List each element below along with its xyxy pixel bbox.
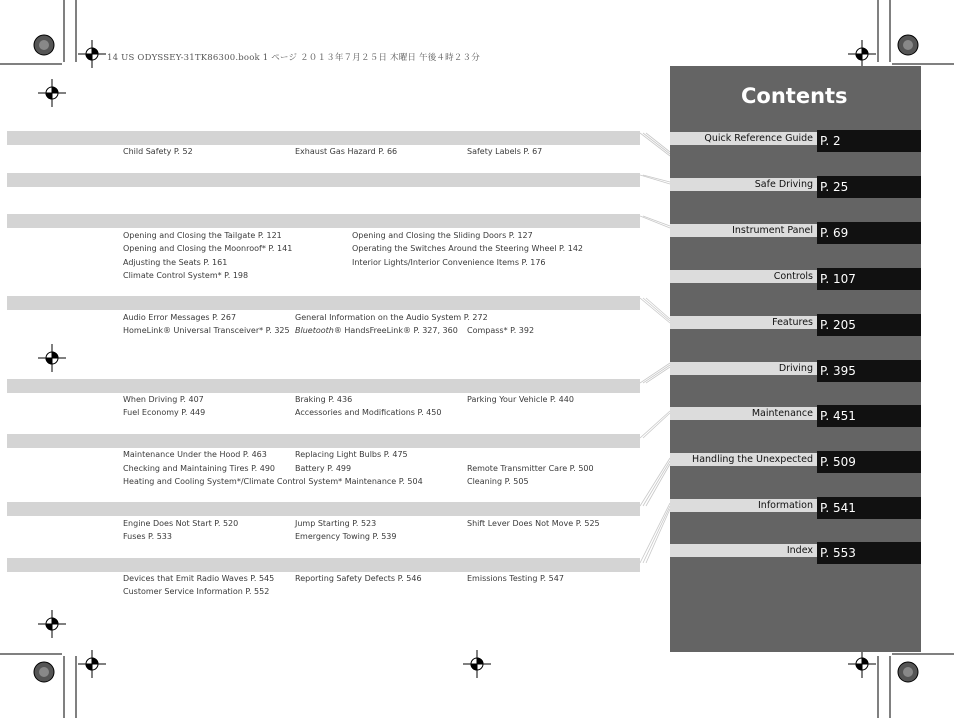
tab-label: Driving	[670, 362, 817, 375]
print-info-line: 14 US ODYSSEY-31TK86300.book 1 ページ ２０１３年７月２５日 木曜日 午後４時２３分	[107, 53, 480, 63]
tab-information[interactable]	[670, 497, 921, 519]
tab-label: Information	[670, 499, 817, 512]
entry-child-safety[interactable]: Child Safety P. 52	[123, 147, 193, 156]
entry-homelink[interactable]: HomeLink® Universal Transceiver* P. 325	[123, 326, 290, 335]
tab-label: Handling the Unexpected	[670, 453, 817, 466]
entry-braking[interactable]: Braking P. 436	[295, 395, 353, 404]
entry-sliding-doors[interactable]: Opening and Closing the Sliding Doors P. 127	[352, 231, 533, 240]
section-band-information	[7, 558, 640, 572]
tab-page-number: P. 553	[817, 542, 921, 564]
entry-parking[interactable]: Parking Your Vehicle P. 440	[467, 395, 574, 404]
tab-page-number: P. 509	[817, 451, 921, 473]
entry-tailgate[interactable]: Opening and Closing the Tailgate P. 121	[123, 231, 282, 240]
tab-label: Instrument Panel	[670, 224, 817, 237]
contents-sidebar	[670, 66, 921, 652]
tab-maintenance[interactable]	[670, 405, 921, 427]
tab-page-number: P. 2	[817, 130, 921, 152]
entry-audio-error[interactable]: Audio Error Messages P. 267	[123, 313, 237, 322]
tab-page-number: P. 25	[817, 176, 921, 198]
entry-battery[interactable]: Battery P. 499	[295, 464, 352, 473]
entry-accessories[interactable]: Accessories and Modifications P. 450	[295, 408, 442, 417]
entry-engine-start[interactable]: Engine Does Not Start P. 520	[123, 519, 239, 528]
entry-heating-cooling[interactable]: Heating and Cooling System*/Climate Control System* Maintenance P. 504	[123, 477, 423, 486]
entry-remote-transmitter[interactable]: Remote Transmitter Care P. 500	[467, 464, 594, 473]
entry-fuses[interactable]: Fuses P. 533	[123, 532, 172, 541]
entry-radio-waves[interactable]: Devices that Emit Radio Waves P. 545	[123, 574, 275, 583]
entry-under-hood[interactable]: Maintenance Under the Hood P. 463	[123, 450, 267, 459]
section-band-maintenance	[7, 434, 640, 448]
section-band-handling-unexpected	[7, 502, 640, 516]
contents-title: Contents	[741, 84, 848, 108]
tab-safe-driving[interactable]	[670, 176, 921, 198]
tab-features[interactable]	[670, 314, 921, 336]
handsfreelink-text: HandsFreeLink® P. 327, 360	[341, 326, 458, 335]
entry-compass[interactable]: Compass* P. 392	[467, 326, 535, 335]
tab-instrument-panel[interactable]	[670, 222, 921, 244]
tab-page-number: P. 395	[817, 360, 921, 382]
tab-label: Maintenance	[670, 407, 817, 420]
entry-bluetooth[interactable]	[295, 326, 458, 336]
tab-page-number: P. 451	[817, 405, 921, 427]
entry-safety-labels[interactable]: Safety Labels P. 67	[467, 147, 543, 156]
entry-adjusting-seats[interactable]: Adjusting the Seats P. 161	[123, 258, 228, 267]
tab-label: Index	[670, 544, 817, 557]
entry-when-driving[interactable]: When Driving P. 407	[123, 395, 204, 404]
entry-climate-control[interactable]: Climate Control System* P. 198	[123, 271, 249, 280]
tab-driving[interactable]	[670, 360, 921, 382]
entry-jump-starting[interactable]: Jump Starting P. 523	[295, 519, 377, 528]
entry-customer-service[interactable]: Customer Service Information P. 552	[123, 587, 270, 596]
tab-label: Features	[670, 316, 817, 329]
section-band-features	[7, 296, 640, 310]
entry-emissions-testing[interactable]: Emissions Testing P. 547	[467, 574, 564, 583]
entry-emergency-towing[interactable]: Emergency Towing P. 539	[295, 532, 397, 541]
tab-index[interactable]	[670, 542, 921, 564]
section-band-driving	[7, 379, 640, 393]
tab-page-number: P. 205	[817, 314, 921, 336]
tab-handling-unexpected[interactable]	[670, 451, 921, 473]
tab-controls[interactable]	[670, 268, 921, 290]
entry-audio-info[interactable]: General Information on the Audio System P. 272	[295, 313, 488, 322]
tab-label: Quick Reference Guide	[670, 132, 817, 145]
entry-fuel-economy[interactable]: Fuel Economy P. 449	[123, 408, 206, 417]
section-band-controls	[7, 214, 640, 228]
entry-safety-defects[interactable]: Reporting Safety Defects P. 546	[295, 574, 422, 583]
entry-shift-lever[interactable]: Shift Lever Does Not Move P. 525	[467, 519, 600, 528]
entry-tires[interactable]: Checking and Maintaining Tires P. 490	[123, 464, 276, 473]
bluetooth-word: Bluetooth®	[295, 326, 342, 335]
tab-page-number: P. 107	[817, 268, 921, 290]
tab-label: Controls	[670, 270, 817, 283]
entry-interior-lights[interactable]: Interior Lights/Interior Convenience Items P. 176	[352, 258, 546, 267]
entry-moonroof[interactable]: Opening and Closing the Moonroof* P. 141	[123, 244, 293, 253]
tab-label: Safe Driving	[670, 178, 817, 191]
section-band-instrument-panel	[7, 173, 640, 187]
section-band-safe-driving	[7, 131, 640, 145]
tab-page-number: P. 69	[817, 222, 921, 244]
tab-quick-reference[interactable]	[670, 130, 921, 152]
tab-page-number: P. 541	[817, 497, 921, 519]
entry-steering-switches[interactable]: Operating the Switches Around the Steering Wheel P. 142	[352, 244, 583, 253]
entry-light-bulbs[interactable]: Replacing Light Bulbs P. 475	[295, 450, 408, 459]
entry-cleaning[interactable]: Cleaning P. 505	[467, 477, 529, 486]
entry-exhaust-gas[interactable]: Exhaust Gas Hazard P. 66	[295, 147, 398, 156]
